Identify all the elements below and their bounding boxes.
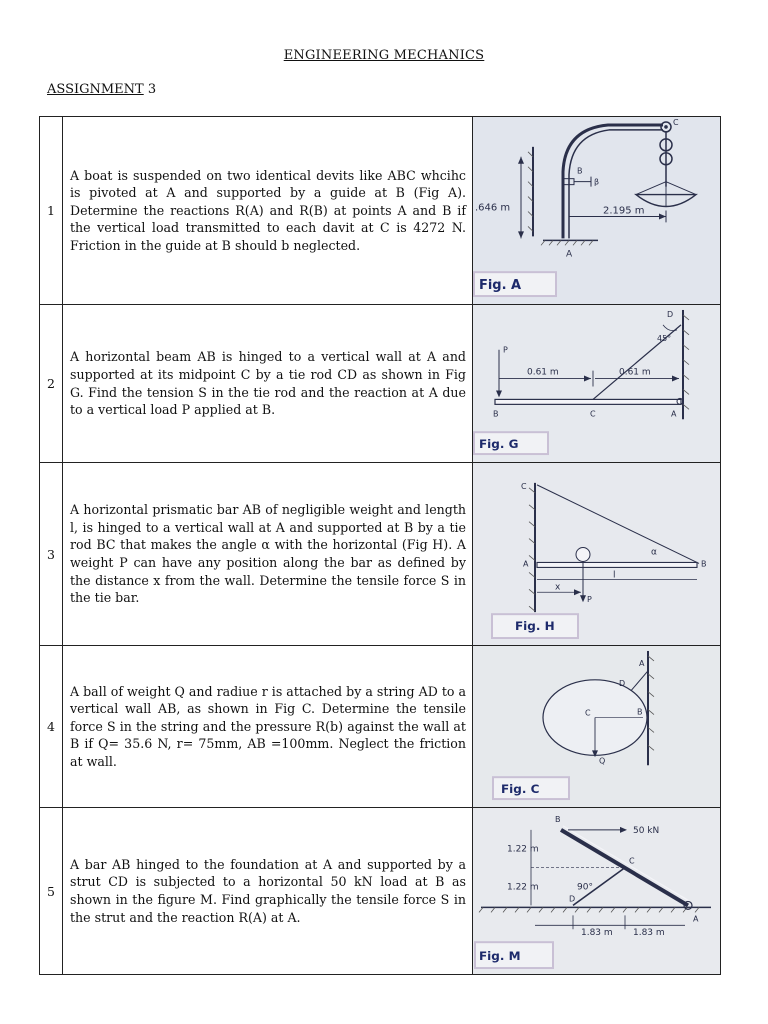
label-b: B xyxy=(493,409,499,419)
distance-label: x xyxy=(555,582,561,593)
alpha-label: α xyxy=(651,547,657,558)
label-a: A xyxy=(671,409,677,419)
page-title: ENGINEERING MECHANICS xyxy=(283,48,485,63)
fig-g-diagram xyxy=(473,305,720,462)
fig-m-diagram xyxy=(473,808,720,974)
question-row xyxy=(40,646,721,808)
question-row xyxy=(40,305,721,463)
question-text: A horizontal prismatic bar AB of negligible weight and length l, is hinged to a vertical wall at A and supported at B by a tie rod BC that makes the angle α with the horizontal (Fig H). A weight P can have any position along the bar as defined by the distance x from the wall. Determine the tensile force S in the tie bar. xyxy=(63,463,473,646)
figure-cell xyxy=(473,646,721,808)
question-number: 3 xyxy=(40,463,63,646)
label-c: C xyxy=(673,117,679,127)
angle-label: 45° xyxy=(657,333,672,343)
label-beta: β xyxy=(594,177,600,187)
height-dimension: 1.22 m xyxy=(507,882,539,893)
question-text: A bar AB hinged to the foundation at A and supported by a strut CD is subjected to a horizontal 50 kN load at B as shown in the figure M. Find graphically the tensile force S in the strut and the reaction R(A) at A. xyxy=(63,808,473,975)
figure-cell xyxy=(473,463,721,646)
question-text: A ball of weight Q and radiue r is attached by a string AD to a vertical wall AB, as shown in Fig C. Determine the tensile force S in the string and the pressure R(b) against the wall at B if Q= 35.6 N, r= 75mm, AB =100mm. Neglect the friction at wall. xyxy=(63,646,473,808)
figure-caption: Fig. C xyxy=(501,782,540,797)
fig-h-diagram xyxy=(473,463,720,645)
label-b: B xyxy=(555,814,561,824)
figure-cell xyxy=(473,305,721,463)
label-d: D xyxy=(569,894,576,904)
height-dimension: 1.22 m xyxy=(507,844,539,855)
segment-dimension: 0.61 m xyxy=(527,367,559,378)
assignment-heading xyxy=(47,82,156,97)
distance-dimension: 1.83 m xyxy=(633,928,665,939)
fig-c-diagram xyxy=(473,646,720,807)
label-c: C xyxy=(629,856,635,866)
figure-cell xyxy=(473,808,721,975)
question-number: 5 xyxy=(40,808,63,975)
figure-caption: Fig. M xyxy=(479,949,521,964)
label-b: B xyxy=(577,166,583,176)
question-text: A horizontal beam AB is hinged to a vertical wall at A and supported at its midpoint C by a tie rod CD as shown in Fig G. Find the tension S in the tie rod and the reaction at A due to a vertical load P applied at B. xyxy=(63,305,473,463)
question-row xyxy=(40,808,721,975)
figure-caption: Fig. H xyxy=(515,619,555,634)
label-p: P xyxy=(503,345,508,355)
length-label: l xyxy=(613,570,616,581)
load-label: 50 kN xyxy=(633,825,660,836)
label-q: Q xyxy=(599,756,606,766)
label-b: B xyxy=(701,559,707,569)
assignment-number: 3 xyxy=(147,82,157,97)
label-p: P xyxy=(587,595,592,605)
label-c: C xyxy=(585,708,591,718)
question-number: 4 xyxy=(40,646,63,808)
question-text: A boat is suspended on two identical devits like ABC whcihc is pivoted at A and supported by a guide at B (Fig A). Determine the reactions R(A) and R(B) at points A and B if the vertical load transmitted to each davit at C is 4272 N. Friction in the guide at B should b neglected. xyxy=(63,117,473,305)
distance-dimension: 1.83 m xyxy=(581,928,613,939)
label-d: D xyxy=(619,678,626,688)
questions-table xyxy=(39,116,721,975)
question-number: 1 xyxy=(40,117,63,305)
label-c: C xyxy=(590,409,596,419)
span-dimension: 2.195 m xyxy=(603,205,645,217)
label-a: A xyxy=(693,914,699,924)
label-a: A xyxy=(639,658,645,668)
angle-label: 90° xyxy=(577,882,593,893)
figure-caption: Fig. A xyxy=(479,278,522,294)
figure-cell xyxy=(473,117,721,305)
question-row xyxy=(40,463,721,646)
question-row xyxy=(40,117,721,305)
label-b: B xyxy=(637,707,643,717)
label-c: C xyxy=(521,481,527,491)
label-a: A xyxy=(523,559,529,569)
height-dimension: .646 m xyxy=(475,202,511,214)
assignment-label: ASSIGNMENT xyxy=(47,82,144,97)
label-a: A xyxy=(566,249,573,260)
fig-a-diagram xyxy=(473,117,720,304)
label-d: D xyxy=(667,309,674,319)
figure-caption: Fig. G xyxy=(479,437,519,452)
segment-dimension: 0.61 m xyxy=(619,367,651,378)
question-number: 2 xyxy=(40,305,63,463)
